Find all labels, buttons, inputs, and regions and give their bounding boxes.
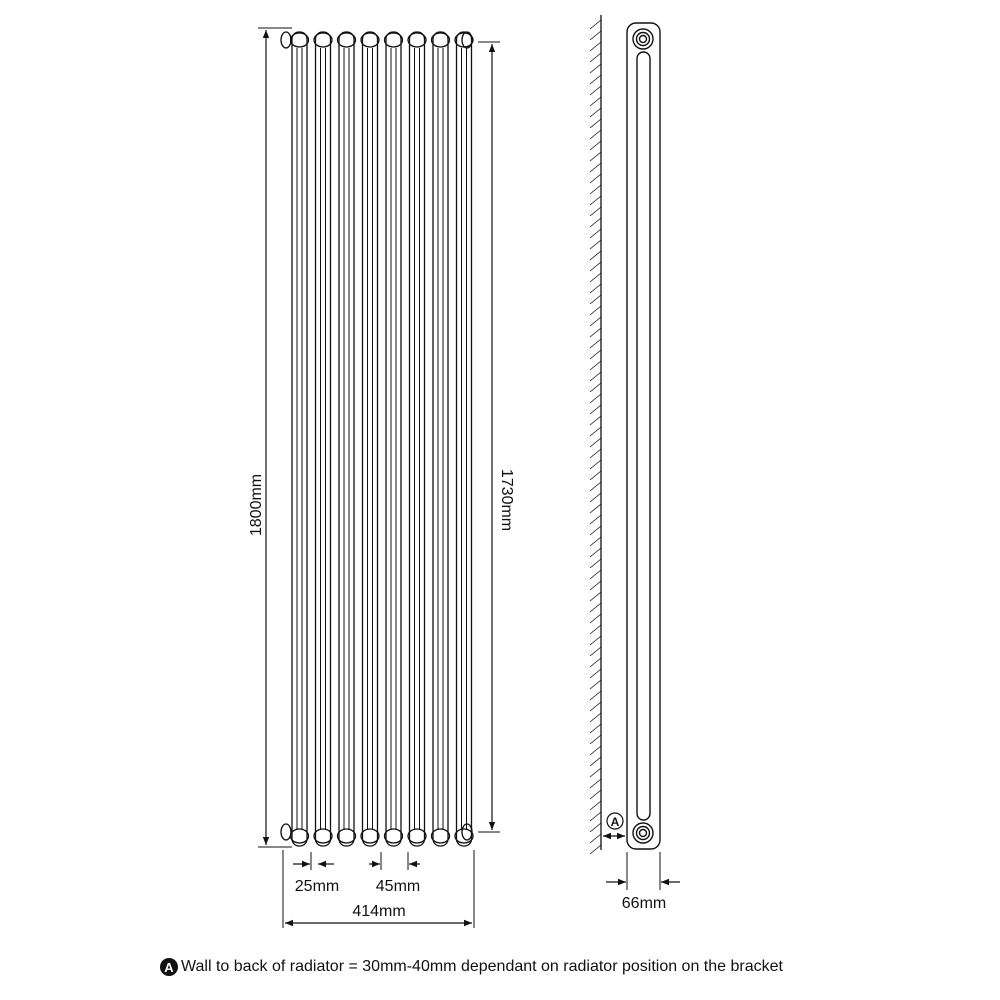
radiator-column <box>385 32 403 846</box>
note-marker-badge: A <box>160 958 178 976</box>
radiator-columns <box>281 32 473 846</box>
pipe-centres-dimension <box>478 42 500 832</box>
wall <box>590 15 601 854</box>
overall-height-label: 1800mm <box>248 473 265 537</box>
front-view <box>258 28 500 928</box>
radiator-side-profile <box>627 23 660 849</box>
column-gap-label: 25mm <box>294 878 340 895</box>
depth-dimension <box>606 852 680 890</box>
radiator-column <box>291 32 309 846</box>
pipe-centres-label: 1730mm <box>498 468 515 532</box>
end-cap <box>281 824 291 840</box>
depth-label: 66mm <box>621 895 667 912</box>
note-text: Wall to back of radiator = 30mm-40mm dependant on radiator position on the bracket <box>181 958 783 975</box>
column-pitch-label: 45mm <box>375 878 421 895</box>
radiator-column <box>314 32 332 846</box>
radiator-column <box>432 32 450 846</box>
end-cap <box>462 32 472 48</box>
radiator-column <box>408 32 426 846</box>
radiator-column <box>338 32 356 846</box>
footnote <box>160 958 860 976</box>
overall-height-dimension <box>258 28 292 847</box>
overall-width-label: 414mm <box>352 903 406 920</box>
radiator-column <box>361 32 379 846</box>
end-cap <box>281 32 291 48</box>
radiator-column <box>455 32 473 846</box>
wall-gap-marker-label: A <box>610 815 620 829</box>
side-view <box>590 15 680 890</box>
